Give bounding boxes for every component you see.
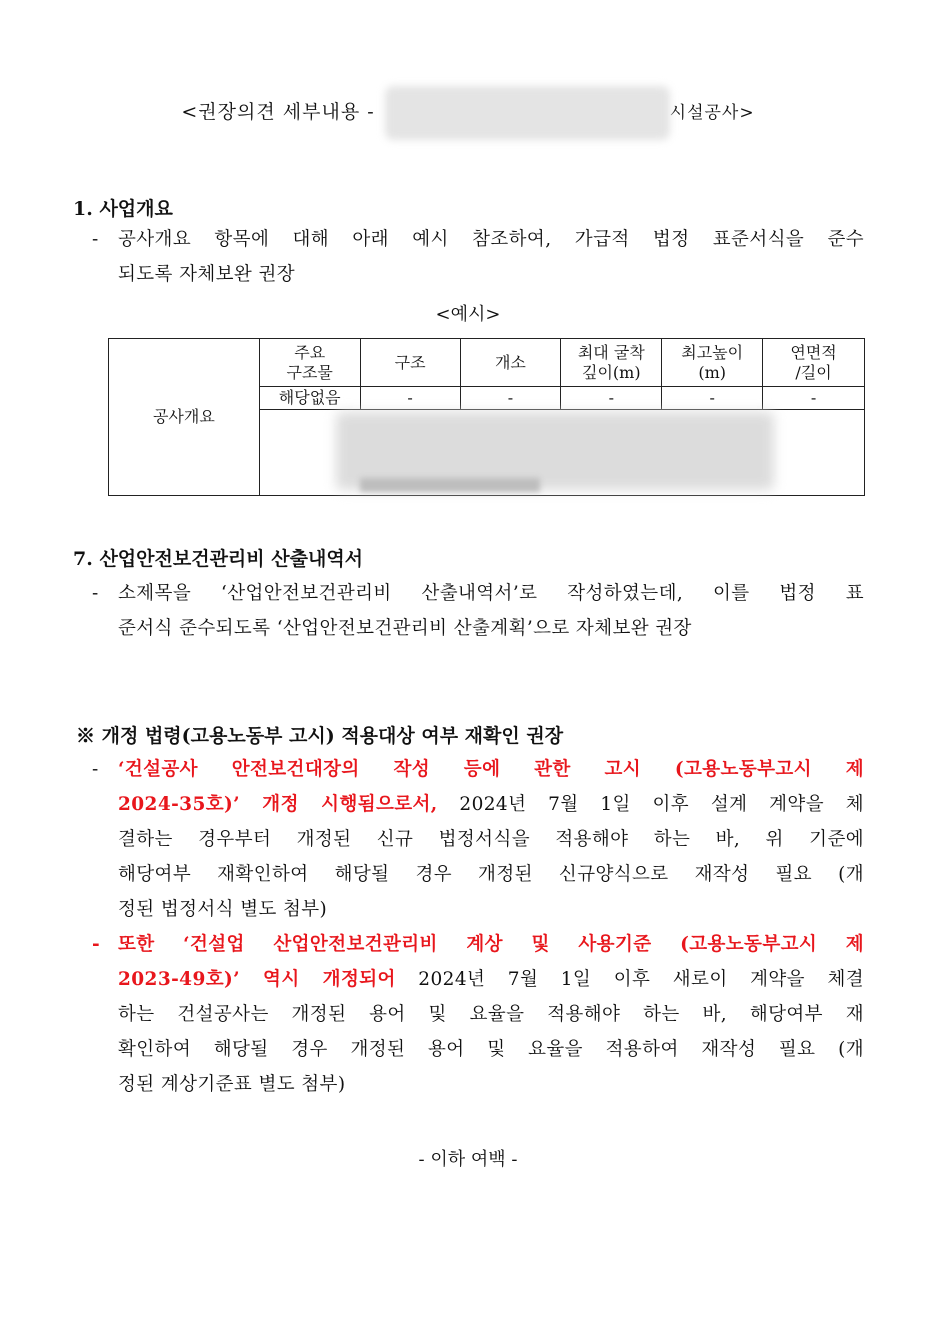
note-bullet-1-line-5: 정된 법정서식 별도 첨부) [118,899,328,920]
section-7-line-1: 소제목을 ‘산업안전보건관리비 산출내역서’로 작성하였는데, 이를 법정 표 [118,583,864,604]
note-bullet-1-line-2: 2024-35호)’ 개정 시행됨으로서, 2024년 7월 1일 이후 설계 계약을 체 [118,794,864,815]
table-header-area-length: 연면적 /길이 [763,339,865,387]
title-suffix: 시설공사> [669,103,755,123]
page-title [0,86,936,140]
title-prefix: <권장의견 세부내용 - [181,101,375,123]
table-cell: - [662,387,763,410]
table-cell: - [360,387,460,410]
redacted-description-tail [360,478,540,492]
section-1-heading: 1. 사업개요 [73,198,173,220]
section-1-line-2: 되도록 자체보완 권장 [118,264,296,285]
note-bullet-2-line-5: 정된 계상기준표 별도 첨부) [118,1074,346,1095]
table-header-structure: 주요 구조물 [259,339,360,387]
note-bullet-2-line-4: 확인하여 해당될 경우 개정된 용어 및 요율을 적용하여 재작성 필요 (개 [118,1039,864,1060]
section-7-dash: - [92,583,99,604]
section-1-line-1: 공사개요 항목에 대해 아래 예시 참조하여, 가급적 법정 표준서식을 준수 [118,229,864,250]
note-bullet-1-line-4: 해당여부 재확인하여 해당될 경우 개정된 신규양식으로 재작성 필요 (개 [118,864,864,885]
table-cell: - [763,387,865,410]
note-bullet-2-line-3: 하는 건설공사는 개정된 용어 및 요율을 적용해야 하는 바, 해당여부 재 [118,1004,864,1025]
table-header-excavation-depth: 최대 굴착 깊이(m) [561,339,662,387]
note-bullet-1-line-3: 결하는 경우부터 개정된 신규 법정서식을 적용해야 하는 바, 위 기준에 [118,829,864,850]
table-header-max-height: 최고높이 (m) [662,339,763,387]
end-of-page-marker: - 이하 여백 - [418,1149,518,1170]
note-heading: ※ 개정 법령(고용노동부 고시) 적용대상 여부 재확인 권장 [76,725,564,747]
table-header-type: 구조 [360,339,460,387]
redacted-project-name [385,86,670,140]
table-cell: - [460,387,561,410]
example-label: <예시> [435,304,501,325]
section-1-dash: - [92,229,99,250]
table-cell: - [561,387,662,410]
table-row-header: 공사개요 [109,339,260,496]
table-cell: 해당없음 [259,387,360,410]
note-bullet-2-line-1: 또한 ‘건설업 산업안전보건관리비 계상 및 사용기준 (고용노동부고시 제 [118,934,864,955]
section-7-line-2: 준서식 준수되도록 ‘산업안전보건관리비 산출계획’으로 자체보완 권장 [118,618,692,639]
note-bullet-2-dash: - [92,934,101,955]
note-bullet-1-dash: - [92,759,99,780]
note-bullet-2-line-2: 2023-49호)’ 역시 개정되어 2024년 7월 1일 이후 새로이 계약을 체결 [118,969,864,990]
note-bullet-1-line-1: ‘건설공사 안전보건대장의 작성 등에 관한 고시 (고용노동부고시 제 [118,759,864,780]
table-header-count: 개소 [460,339,561,387]
section-7-heading: 7. 산업안전보건관리비 산출내역서 [73,548,364,570]
